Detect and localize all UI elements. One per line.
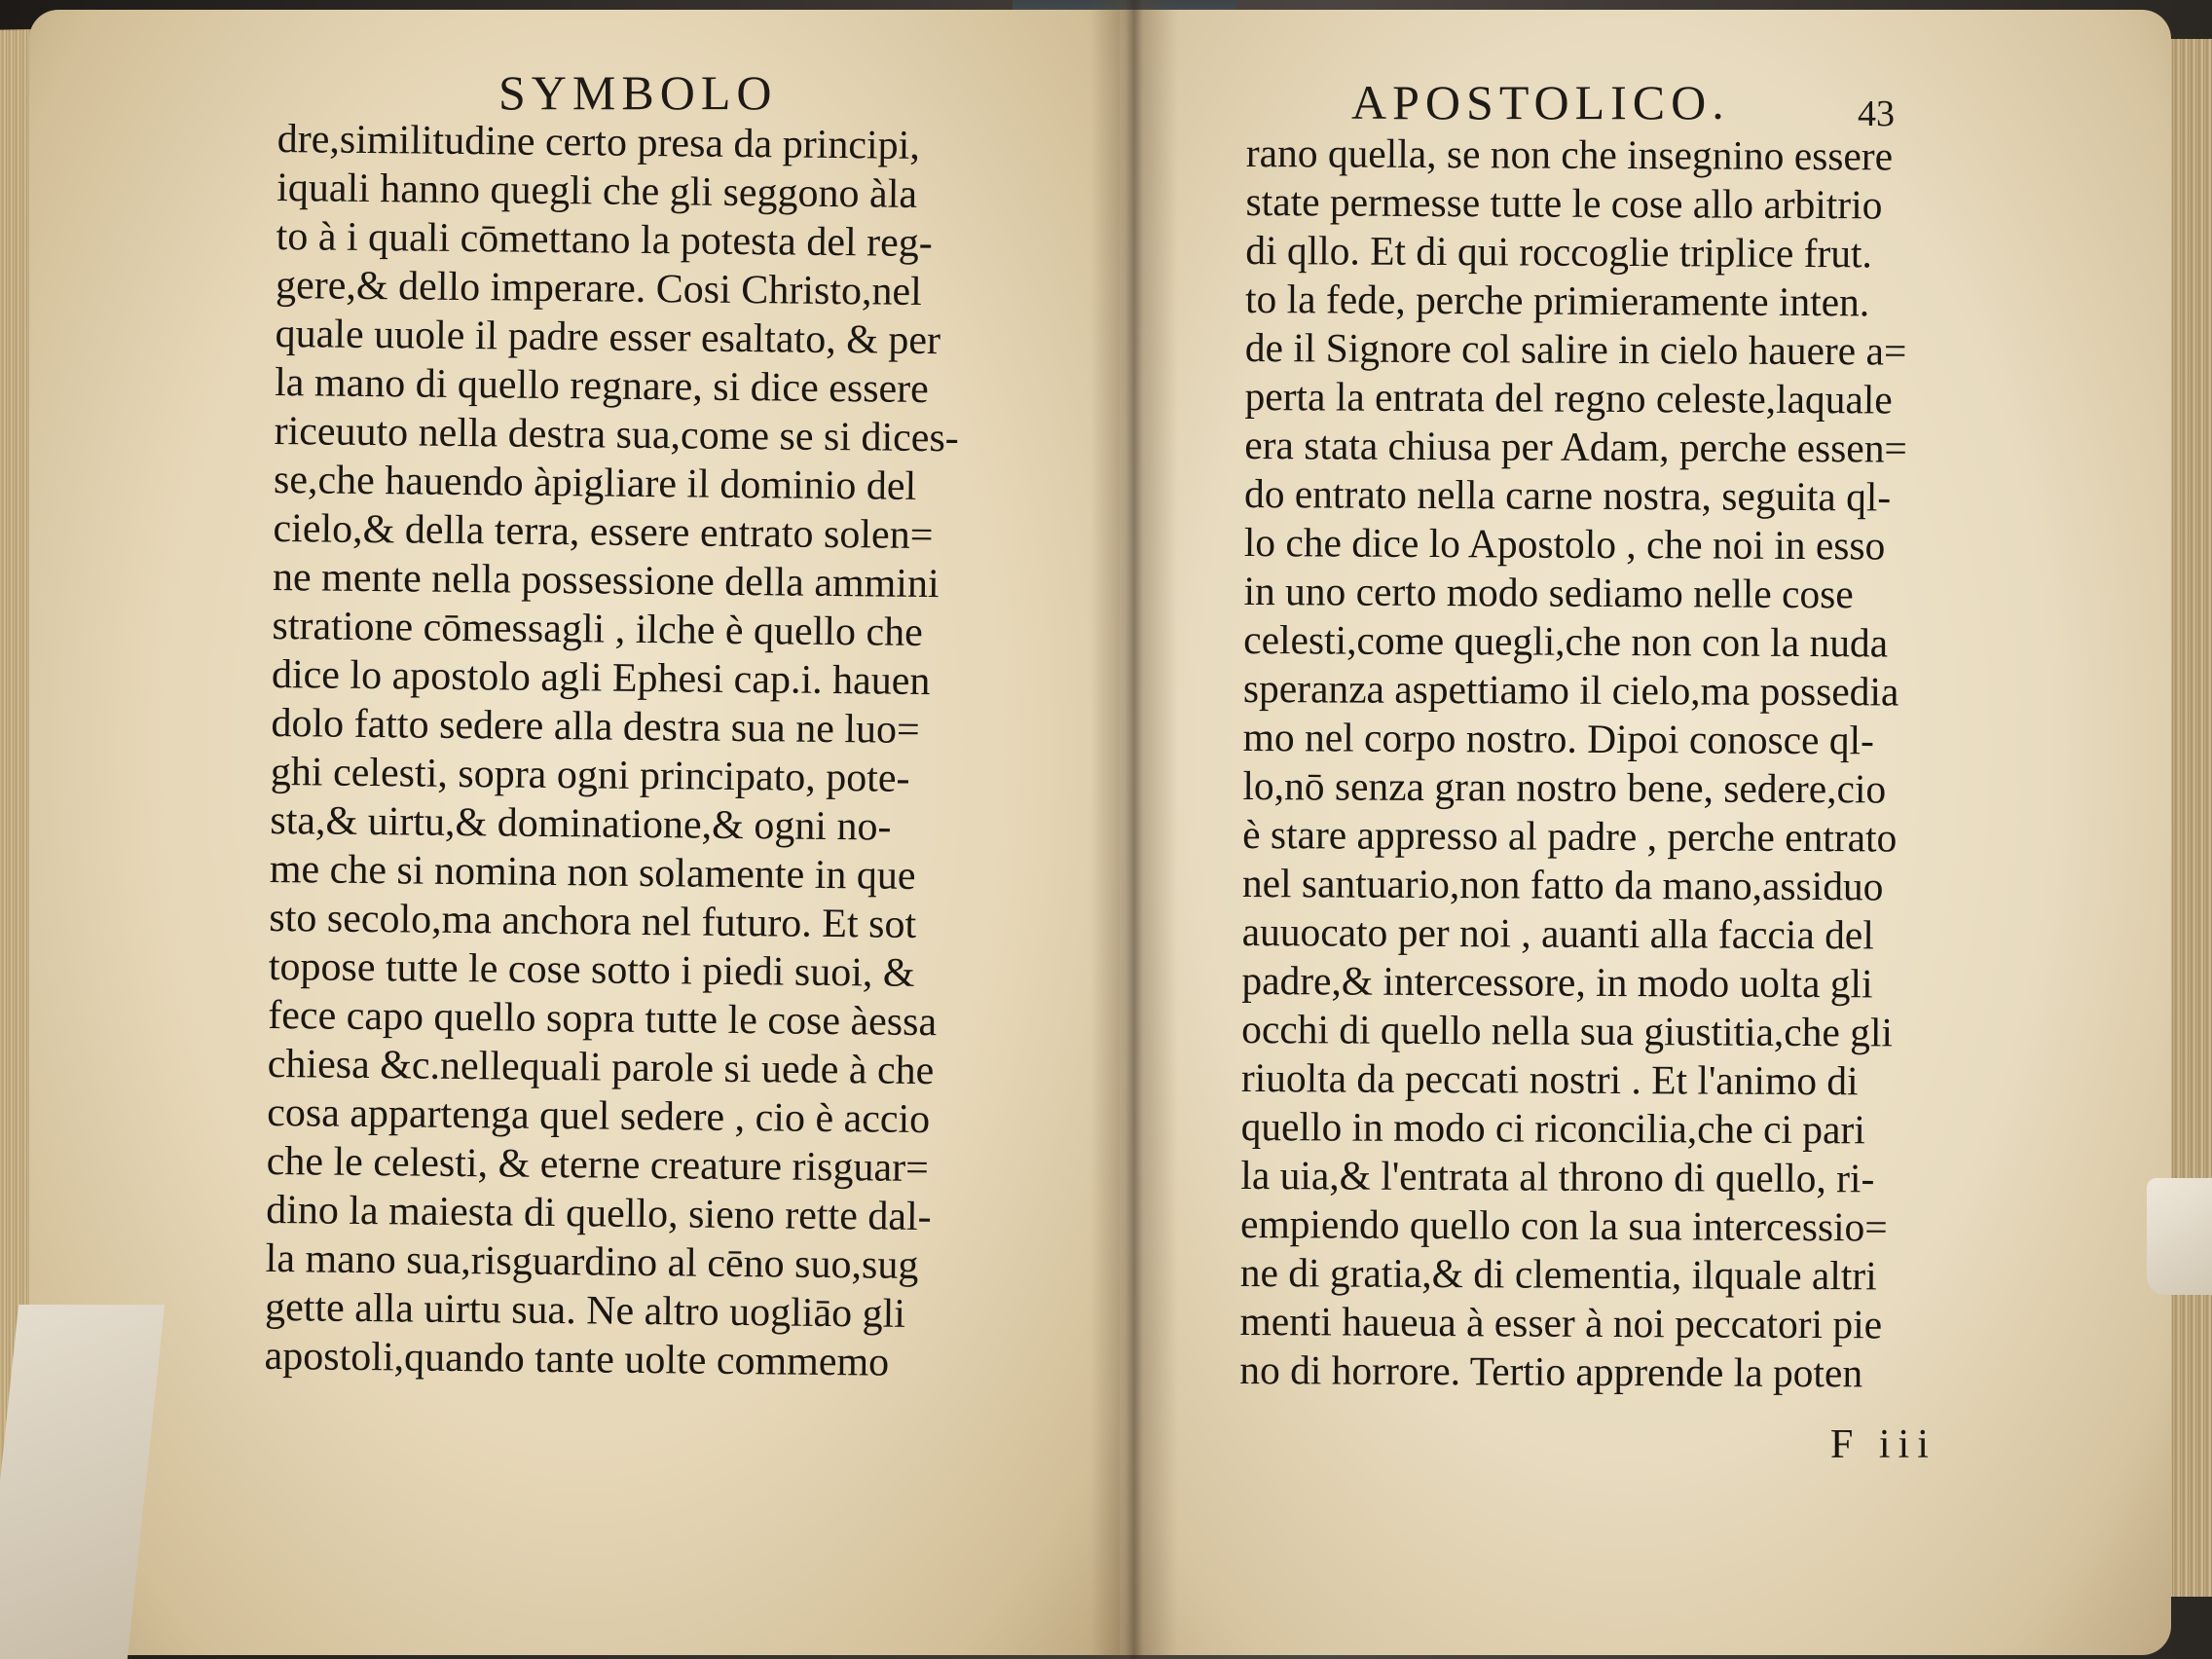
right-page-line: de il Signore col salire in cielo hauere a= — [1244, 325, 1907, 375]
left-page-line: che le celesti, & eterne creature risguar= — [266, 1138, 930, 1192]
right-page-line: riuolta da peccati nostri . Et l'animo di — [1240, 1055, 1859, 1105]
left-page-line: gette alla uirtu sua. Ne altro uogliāo gli — [264, 1284, 906, 1337]
left-page-line: to à i quali cōmettano la potesta del reg- — [276, 213, 933, 267]
book-gutter — [1090, 0, 1178, 1659]
right-page-line: do entrato nella carne nostra, seguita ql- — [1243, 471, 1892, 521]
left-text-block — [264, 115, 1017, 1388]
left-page-line: cosa appartenga quel sedere , cio è accio — [267, 1089, 931, 1143]
right-page-line: state permesse tutte le cose allo arbitrio — [1245, 179, 1883, 229]
right-page-line: è stare appresso al padre , perche entrato — [1242, 812, 1898, 862]
right-page-line: rano quella, se non che insegnino essere — [1245, 130, 1894, 180]
left-page-line: sto secolo,ma anchora nel futuro. Et sot — [269, 895, 917, 947]
right-page-line: to la fede, perche primieramente inten. — [1244, 276, 1870, 326]
signature-mark: F iii — [1830, 1422, 1936, 1467]
right-page-line: quello in modo ci riconcilia,che ci pari — [1240, 1104, 1865, 1154]
right-text-block — [1239, 129, 2006, 1399]
left-page-line: la mano di quello regnare, si dice essere — [274, 359, 930, 413]
left-page-line: cielo,& della terra, essere entrato solen= — [273, 505, 934, 559]
paper-clip-right — [2147, 1178, 2212, 1295]
right-page-line: lo,nō senza gran nostro bene, sedere,cio — [1242, 763, 1887, 813]
right-page-line: nel santuario,non fatto da mano,assiduo — [1241, 861, 1884, 910]
left-page-line: dolo fatto sedere alla destra sua ne luo= — [271, 700, 920, 753]
right-running-head: APOSTOLICO. — [1351, 75, 1730, 129]
left-page-line: apostoli,quando tante uolte commemo — [264, 1333, 890, 1385]
left-page-line: fece capo quello sopra tutte le cose àessa — [268, 992, 938, 1046]
left-page-line: me che si nomina non solamente in que — [269, 846, 916, 899]
right-page-line: la uia,& l'entrata al throno di quello, ri- — [1240, 1153, 1875, 1202]
right-page-line: lo che dice lo Apostolo , che noi in esso — [1243, 520, 1886, 570]
right-page-line: perta la entrata del regno celeste,laquale — [1244, 374, 1893, 424]
left-page-line: sta,& uirtu,& dominatione,& ogni no- — [270, 797, 892, 850]
left-page-line: ne mente nella possessione della ammini — [272, 554, 940, 608]
right-page-line: in uno certo modo sediamo nelle cose — [1243, 569, 1854, 618]
page-number: 43 — [1858, 93, 1895, 134]
right-page-line: speranza aspettiamo il cielo,ma possedia — [1242, 666, 1899, 716]
left-page-line: ghi celesti, sopra ogni principato, pote- — [270, 749, 910, 801]
left-page-line: topose tutte le cose sotto i piedi suoi, & — [268, 943, 915, 996]
right-page-line: mo nel corpo nostro. Dipoi conosce ql- — [1242, 715, 1875, 764]
right-page-line: era stata chiusa per Adam, perche essen= — [1244, 423, 1908, 472]
left-page-line: gere,& dello imperare. Cosi Christo,nel — [275, 262, 923, 314]
right-page-line: occhi di quello nella sua giustitia,che gli — [1241, 1007, 1894, 1056]
left-page-line: dino la maiesta di quello, sieno rette dal- — [265, 1187, 932, 1240]
right-page-line: celesti,come quegli,che non con la nuda — [1243, 617, 1889, 667]
left-page-line: la mano sua,risguardino al cēno suo,sug — [265, 1235, 919, 1288]
left-page-line: chiesa &c.nellequali parole si uede à che — [267, 1041, 935, 1094]
right-page-line: empiendo quello con la sua intercessio= — [1239, 1201, 1888, 1251]
right-page-line: padre,& intercessore, in modo uolta gli — [1241, 958, 1873, 1008]
right-page-line: auuocato per noi , auanti alla faccia del — [1241, 909, 1874, 959]
right-page-line: no di horrore. Tertio apprende la poten — [1239, 1347, 1863, 1397]
left-page-line: stratione cōmessagli , ilche è quello che — [272, 603, 923, 655]
left-running-head: SYMBOLO — [498, 65, 778, 120]
right-page-line: menti haueua à esser à noi peccatori pie — [1239, 1299, 1883, 1348]
left-page-line: iquali hanno quegli che gli seggono àla — [276, 165, 918, 217]
left-page-line: riceuuto nella destra sua,come se si dices- — [274, 408, 960, 461]
left-page-line: se,che hauendo àpigliare il dominio del — [273, 457, 917, 509]
left-page-line: quale uuole il padre esser esaltato, & per — [275, 311, 941, 364]
left-page-line: dice lo apostolo agli Ephesi cap.i. hauen — [271, 651, 931, 705]
right-page-line: ne di gratia,& di clementia, ilquale altri — [1239, 1250, 1877, 1300]
right-page-line: di qllo. Et di qui roccoglie triplice frut. — [1245, 228, 1872, 277]
left-page-line: dre,similitudine certo presa da principi, — [276, 116, 921, 168]
